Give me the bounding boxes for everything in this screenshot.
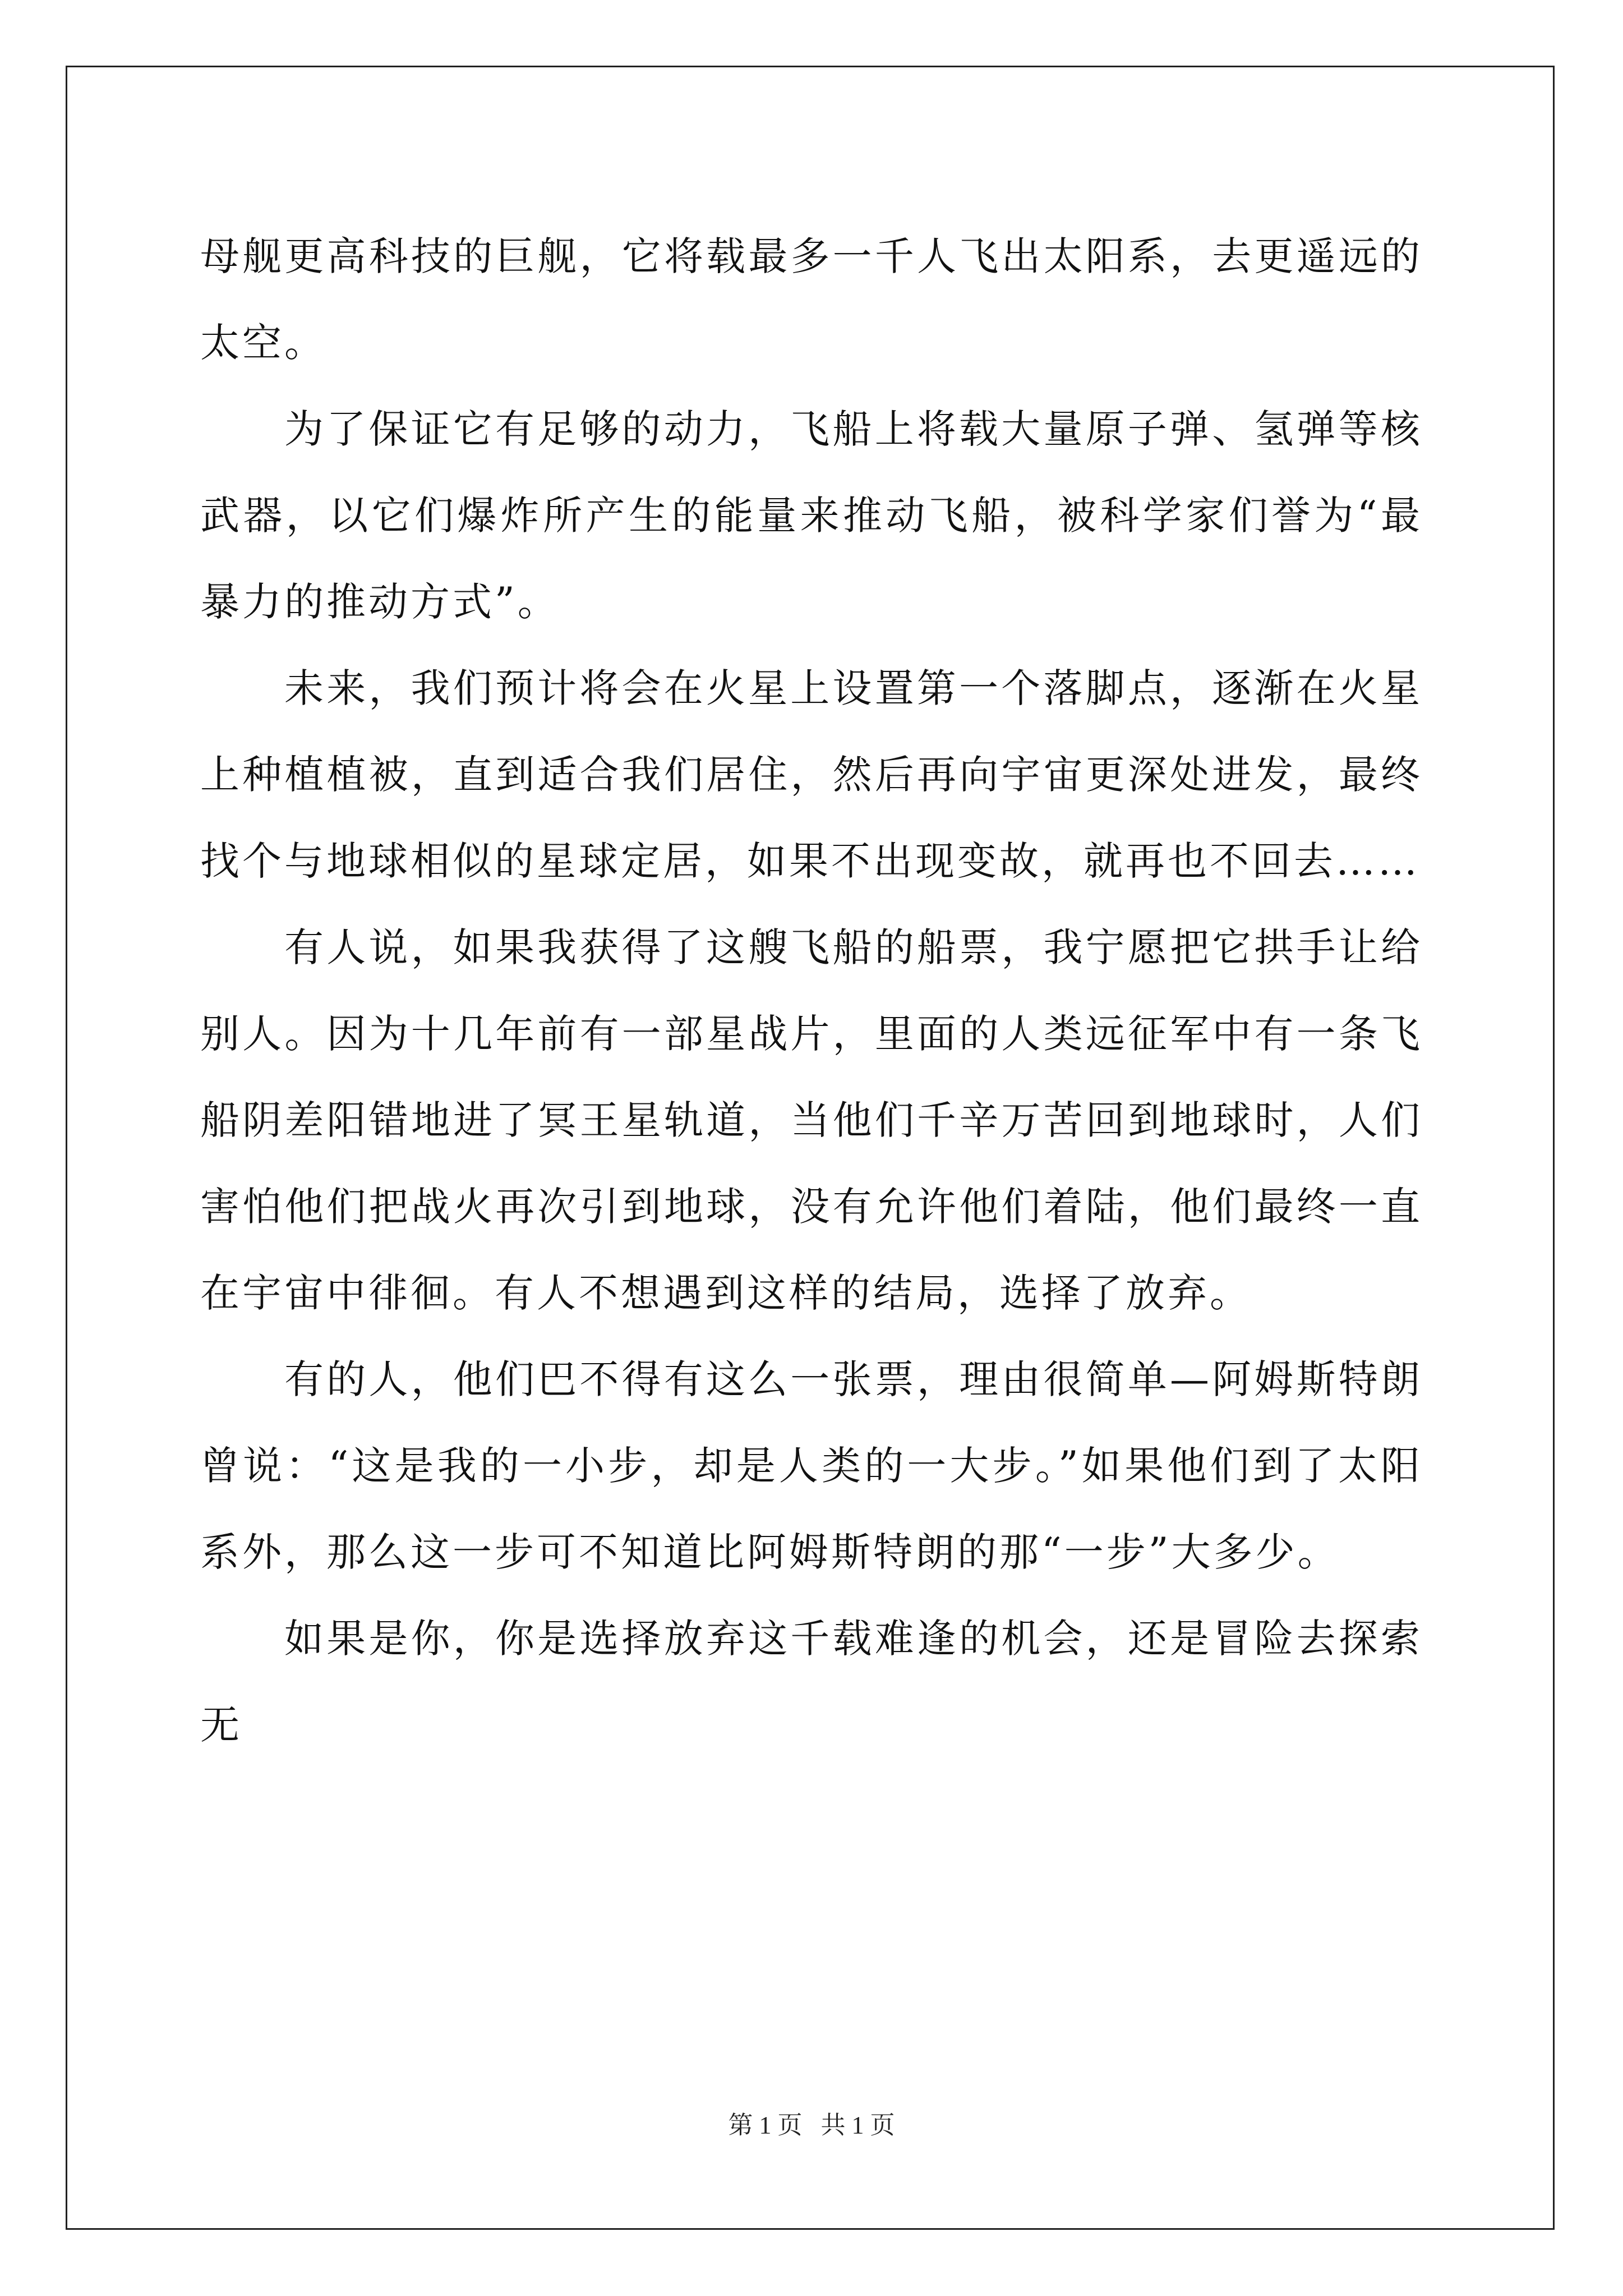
page-footer: 第 1 页 共 1 页 bbox=[728, 2111, 895, 2139]
paragraph-4: 有人说，如果我获得了这艘飞船的船票，我宁愿把它拱手让给别人。因为十几年前有一部星战片，里面的人类远征军中有一条飞船阴差阳错地进了冥王星轨道，当他们千辛万苦回到地球时，人们害怕他们把战火再次引到地球，没有允许他们着陆，他们最终一直在宇宙中徘徊。有人不想遇到这样的结局，选择了放弃。 bbox=[200, 924, 1423, 1316]
paragraph-6: 如果是你，你是选择放弃这千载难逢的机会，还是冒险去探索无 bbox=[200, 1616, 1423, 1748]
paragraph-3: 未来，我们预计将会在火星上设置第一个落脚点，逐渐在火星上种植植被，直到适合我们居住，然后再向宇宙更深处进发，最终找个与地球相似的星球定居，如果不出现变故，就再也不回去…… bbox=[200, 665, 1423, 884]
paragraph-1: 母舰更高科技的巨舰，它将载最多一千人飞出太阳系，去更遥远的太空。 bbox=[200, 233, 1423, 366]
document-body bbox=[200, 213, 1423, 1768]
paragraph-5: 有的人，他们巴不得有这么一张票，理由很简单—阿姆斯特朗曾说：“这是我的一小步，却是人类的一大步。”如果他们到了太阳系外，那么这一步可不知道比阿姆斯特朗的那“一步”大多少。 bbox=[200, 1356, 1423, 1575]
paragraph-2: 为了保证它有足够的动力，飞船上将载大量原子弹、氢弹等核武器，以它们爆炸所产生的能量来推动飞船，被科学家们誉为“最暴力的推动方式”。 bbox=[200, 406, 1423, 625]
